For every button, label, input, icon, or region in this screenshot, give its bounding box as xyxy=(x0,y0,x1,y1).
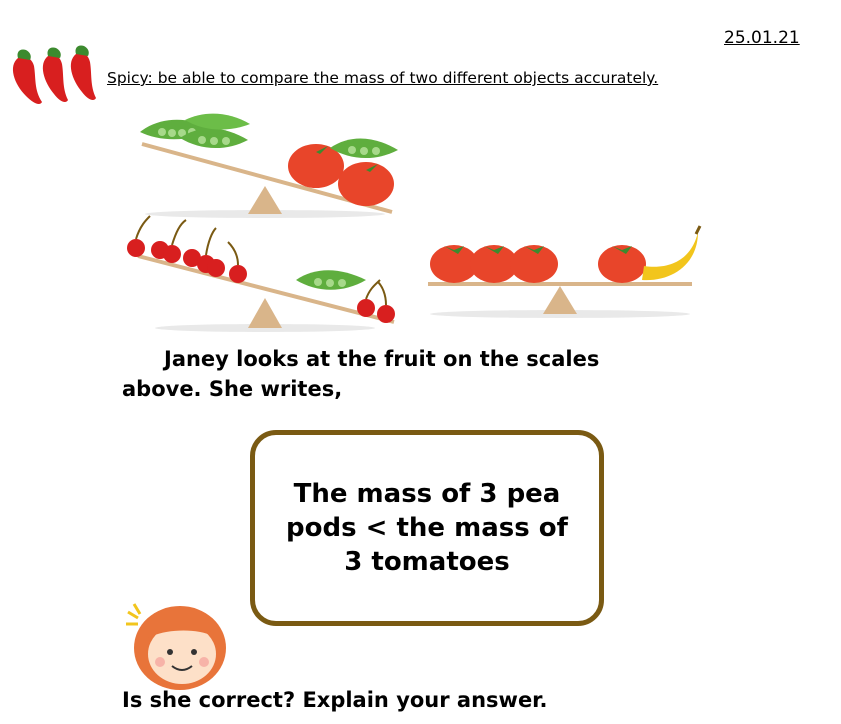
statement-box xyxy=(250,430,604,626)
cherries xyxy=(127,216,247,283)
scale-fulcrum xyxy=(248,298,282,328)
banana xyxy=(642,226,700,280)
date: 25.01.21 xyxy=(724,28,800,48)
scale-bottom-left xyxy=(127,216,395,332)
chilli-3 xyxy=(71,45,96,100)
scale-fulcrum xyxy=(248,186,282,214)
statement-text: The mass of 3 pea pods < the mass of 3 tomatoes xyxy=(286,479,568,577)
lesson-title: Spicy: be able to compare the mass of two different objects accurately. xyxy=(107,69,659,87)
scale-top xyxy=(140,114,398,218)
question-text: Is she correct? Explain your answer. xyxy=(122,688,548,712)
intro-line-1: Janey looks at the fruit on the scales xyxy=(164,347,600,371)
tomato xyxy=(338,162,394,206)
chilli-2 xyxy=(43,47,68,102)
chilli-1 xyxy=(13,49,42,104)
pea-pod xyxy=(296,270,366,290)
tomato xyxy=(510,245,558,283)
scales-illustration xyxy=(120,108,720,338)
tomato xyxy=(598,245,646,283)
intro-line-2: above. She writes, xyxy=(122,377,343,401)
intro-text xyxy=(122,344,622,404)
scale-bottom-right xyxy=(428,226,700,318)
scale-fulcrum xyxy=(543,286,577,314)
chilli-peppers-icon xyxy=(4,44,114,112)
girl-face-icon xyxy=(122,598,242,690)
